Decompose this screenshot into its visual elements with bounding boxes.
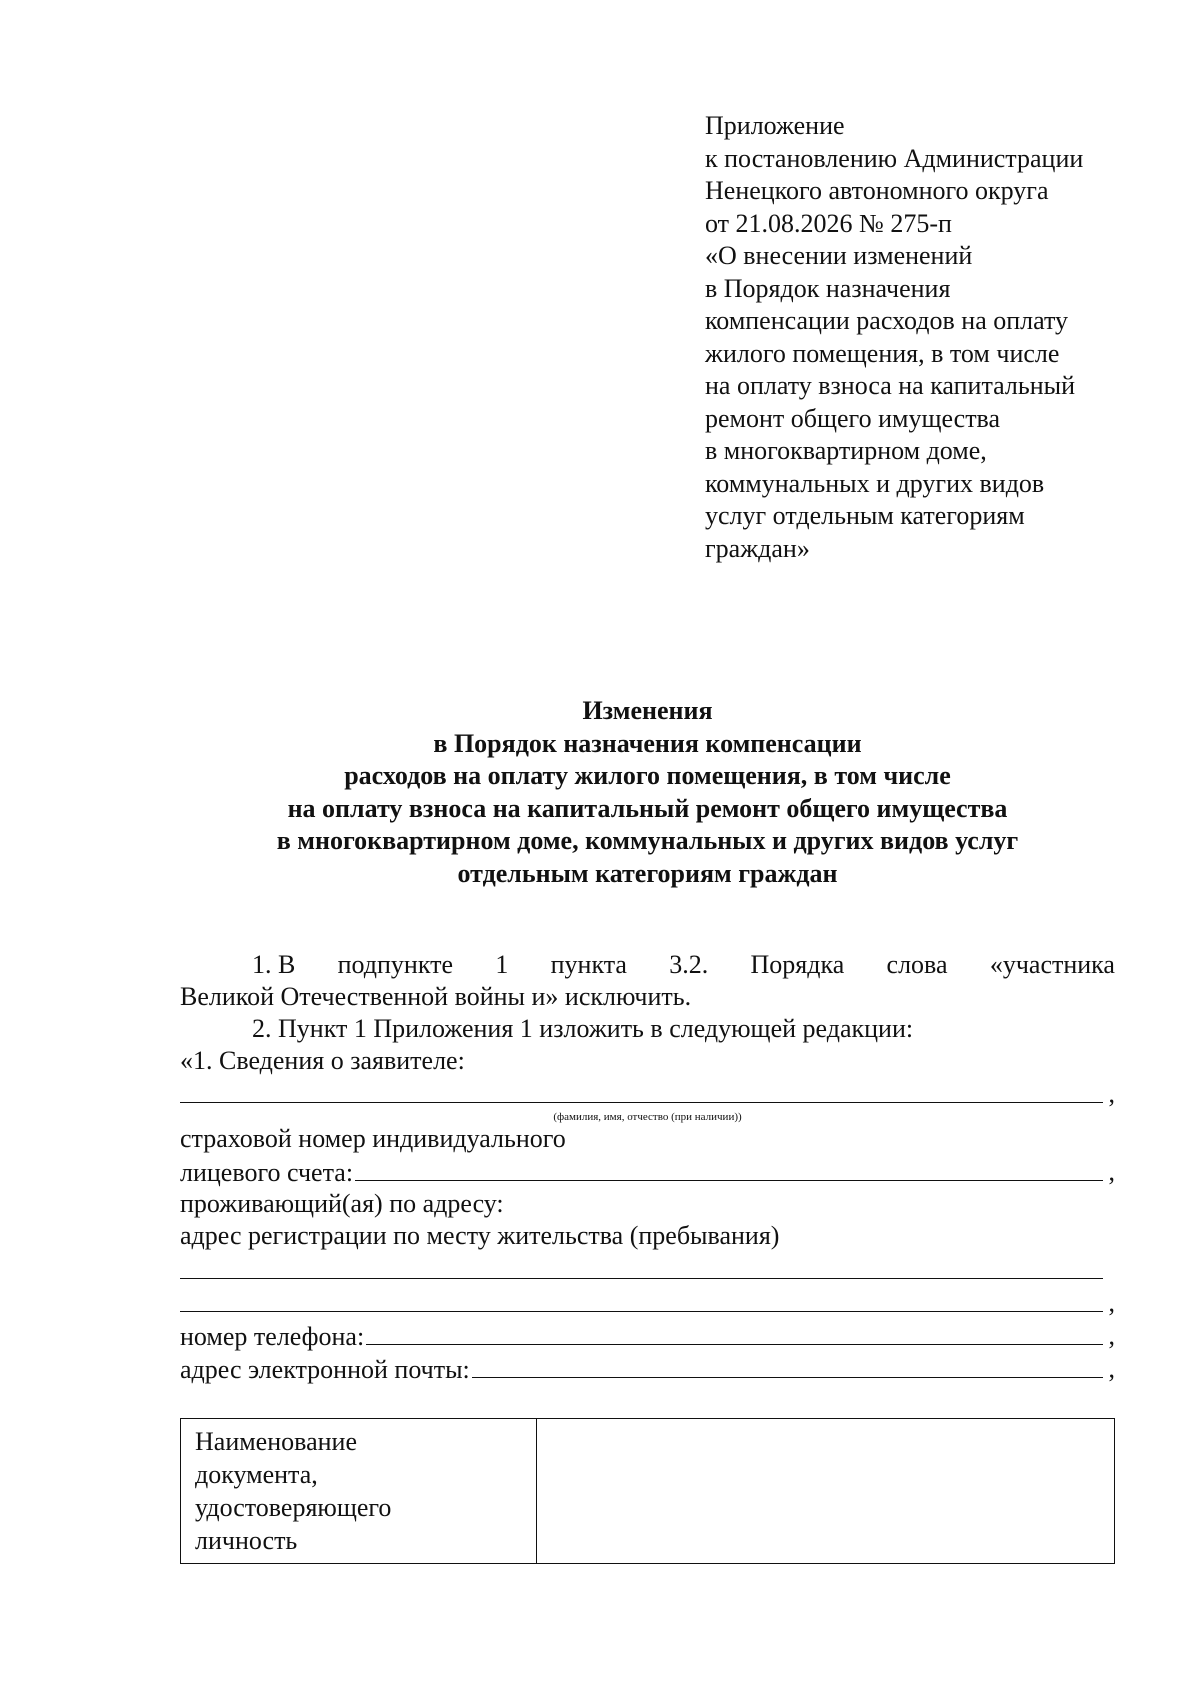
appendix-line: к постановлению Администрации	[705, 143, 1084, 173]
title-line: на оплату взноса на капитальный ремонт общего имущества	[287, 793, 1008, 823]
phone-field[interactable]	[180, 1320, 1115, 1352]
id-document-label-line: документа,	[195, 1460, 318, 1489]
appendix-line: услуг отдельным категориям	[705, 501, 1025, 530]
full-name-underline[interactable]	[180, 1102, 1103, 1103]
id-document-value-cell[interactable]	[537, 1419, 1115, 1564]
snils-label-line-1: страховой номер индивидуального	[180, 1124, 566, 1153]
comma: ,	[1108, 1079, 1115, 1108]
address-underline[interactable]	[180, 1311, 1103, 1312]
id-document-label-line: Наименование	[195, 1427, 357, 1456]
id-document-label-line: удостоверяющего	[195, 1493, 392, 1522]
snils-underline[interactable]	[355, 1180, 1103, 1181]
title-line: отдельным категориям граждан	[457, 858, 838, 888]
appendix-line: «О внесении изменений	[705, 241, 973, 270]
item-1-word: Порядка	[750, 950, 845, 979]
title-line: в многоквартирном доме, коммунальных и других видов услуг	[276, 826, 1019, 855]
reg-address-label: адрес регистрации по месту жительства (пребывания)	[180, 1221, 780, 1250]
appendix-line: Приложение	[705, 111, 845, 140]
title-line: Изменения	[582, 696, 713, 725]
appendix-header	[705, 110, 1145, 565]
residing-label: проживающий(ая) по адресу:	[180, 1189, 504, 1218]
item-1-word: 1. В	[252, 950, 296, 979]
item-1-word: слова	[886, 950, 948, 979]
appendix-line: ремонт общего имущества	[705, 403, 1001, 433]
item-2-subheading: «1. Сведения о заявителе:	[180, 1046, 465, 1075]
document-title	[180, 695, 1115, 890]
item-1-continuation: Великой Отечественной войны и» исключить.	[180, 982, 692, 1011]
appendix-line: на оплату взноса на капитальный	[705, 371, 1076, 400]
phone-label: номер телефона:	[180, 1322, 365, 1351]
item-1-word: 1	[495, 950, 509, 979]
item-1-line	[180, 950, 1115, 980]
appendix-line: в Порядок назначения	[705, 273, 951, 303]
id-document-label-cell	[181, 1419, 537, 1564]
appendix-line: компенсации расходов на оплату	[705, 306, 1069, 335]
comma: ,	[1108, 1354, 1115, 1383]
appendix-line: Ненецкого автономного округа	[705, 176, 1049, 205]
item-1-word: 3.2.	[669, 950, 709, 979]
comma: ,	[1108, 1157, 1115, 1186]
full-name-field[interactable]	[180, 1078, 1115, 1110]
full-name-hint: (фамилия, имя, отчество (при наличии))	[553, 1111, 742, 1123]
address-underline[interactable]	[180, 1278, 1103, 1279]
address-field-line-1[interactable]	[180, 1254, 1115, 1286]
table-row	[181, 1419, 1115, 1564]
appendix-line: коммунальных и других видов	[705, 468, 1045, 498]
item-1-word: пункта	[550, 950, 627, 979]
id-document-table	[180, 1418, 1115, 1564]
phone-underline[interactable]	[366, 1344, 1103, 1345]
item-1-word: «участника	[989, 950, 1115, 979]
email-label: адрес электронной почты:	[180, 1355, 470, 1384]
comma: ,	[1108, 1288, 1115, 1317]
email-field[interactable]	[180, 1353, 1115, 1385]
appendix-line: от 21.08.2026 № 275-п	[705, 208, 952, 238]
email-underline[interactable]	[472, 1377, 1103, 1378]
appendix-line: жилого помещения, в том числе	[705, 338, 1060, 368]
address-field-line-2[interactable]	[180, 1287, 1115, 1319]
item-1-word: подпункте	[337, 950, 454, 979]
id-document-label-line: личность	[195, 1526, 298, 1555]
appendix-line: граждан»	[705, 533, 810, 563]
comma: ,	[1108, 1321, 1115, 1350]
snils-label-line-2: лицевого счета:	[180, 1158, 354, 1187]
snils-field[interactable]	[180, 1156, 1115, 1188]
appendix-line: в многоквартирном доме,	[705, 436, 987, 465]
title-line: расходов на оплату жилого помещения, в том числе	[344, 761, 951, 790]
item-2: 2. Пункт 1 Приложения 1 изложить в следующей редакции:	[252, 1014, 914, 1043]
title-line: в Порядок назначения компенсации	[433, 728, 862, 758]
